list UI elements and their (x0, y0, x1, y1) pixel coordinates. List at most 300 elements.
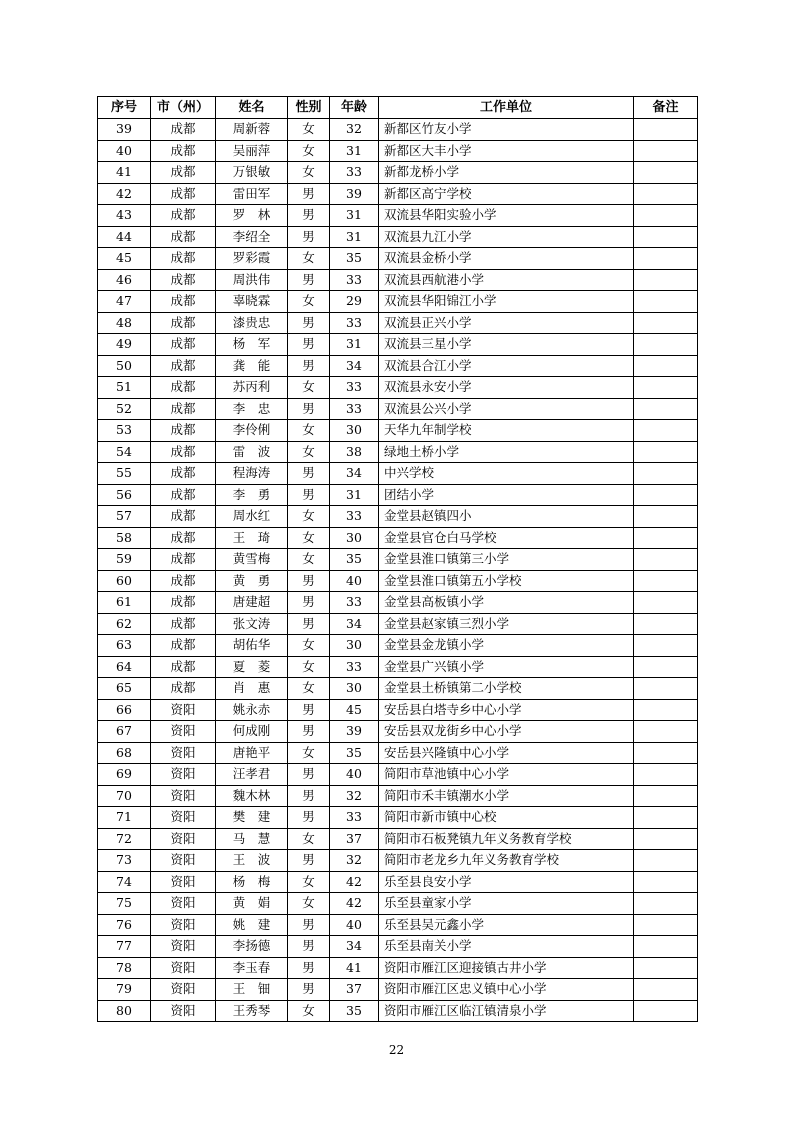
cell-unit: 新都龙桥小学 (379, 162, 634, 184)
cell-city: 成都 (151, 140, 216, 162)
cell-city: 成都 (151, 592, 216, 614)
cell-note (634, 957, 698, 979)
cell-gender: 男 (288, 570, 330, 592)
cell-no: 77 (98, 936, 151, 958)
cell-gender: 男 (288, 979, 330, 1001)
cell-no: 56 (98, 484, 151, 506)
cell-age: 35 (330, 742, 379, 764)
cell-note (634, 635, 698, 657)
cell-note (634, 721, 698, 743)
cell-age: 38 (330, 441, 379, 463)
table-row (98, 785, 698, 807)
cell-city: 成都 (151, 334, 216, 356)
cell-note (634, 828, 698, 850)
cell-gender: 男 (288, 226, 330, 248)
cell-name: 王秀琴 (216, 1000, 288, 1022)
table-row (98, 226, 698, 248)
table-row (98, 312, 698, 334)
cell-name: 王 琦 (216, 527, 288, 549)
cell-city: 成都 (151, 226, 216, 248)
header-city: 市（州） (151, 97, 216, 119)
cell-no: 70 (98, 785, 151, 807)
table-row (98, 979, 698, 1001)
cell-gender: 女 (288, 248, 330, 270)
cell-note (634, 291, 698, 313)
cell-no: 72 (98, 828, 151, 850)
cell-name: 杨 军 (216, 334, 288, 356)
cell-city: 成都 (151, 441, 216, 463)
cell-no: 61 (98, 592, 151, 614)
cell-name: 樊 建 (216, 807, 288, 829)
cell-gender: 男 (288, 269, 330, 291)
cell-note (634, 463, 698, 485)
cell-age: 33 (330, 506, 379, 528)
cell-age: 33 (330, 377, 379, 399)
cell-city: 资阳 (151, 699, 216, 721)
cell-city: 成都 (151, 269, 216, 291)
cell-gender: 女 (288, 1000, 330, 1022)
cell-note (634, 355, 698, 377)
cell-note (634, 699, 698, 721)
cell-age: 40 (330, 764, 379, 786)
cell-city: 成都 (151, 420, 216, 442)
cell-gender: 男 (288, 807, 330, 829)
cell-age: 32 (330, 850, 379, 872)
cell-city: 成都 (151, 570, 216, 592)
cell-gender: 男 (288, 613, 330, 635)
cell-gender: 女 (288, 678, 330, 700)
cell-age: 35 (330, 549, 379, 571)
cell-gender: 男 (288, 183, 330, 205)
cell-gender: 女 (288, 893, 330, 915)
cell-unit: 双流县合江小学 (379, 355, 634, 377)
cell-city: 成都 (151, 312, 216, 334)
cell-name: 罗 林 (216, 205, 288, 227)
cell-unit: 安岳县白塔寺乡中心小学 (379, 699, 634, 721)
cell-age: 30 (330, 678, 379, 700)
cell-city: 成都 (151, 377, 216, 399)
cell-age: 31 (330, 484, 379, 506)
table-row (98, 828, 698, 850)
cell-age: 30 (330, 635, 379, 657)
table-row (98, 721, 698, 743)
cell-no: 39 (98, 119, 151, 141)
table-row (98, 893, 698, 915)
header-name: 姓名 (216, 97, 288, 119)
cell-city: 成都 (151, 398, 216, 420)
cell-note (634, 893, 698, 915)
cell-unit: 绿地土桥小学 (379, 441, 634, 463)
cell-note (634, 334, 698, 356)
cell-note (634, 441, 698, 463)
cell-note (634, 613, 698, 635)
cell-gender: 女 (288, 656, 330, 678)
table-row (98, 119, 698, 141)
cell-unit: 双流县正兴小学 (379, 312, 634, 334)
cell-name: 姚永赤 (216, 699, 288, 721)
cell-age: 31 (330, 334, 379, 356)
cell-note (634, 570, 698, 592)
cell-city: 成都 (151, 248, 216, 270)
cell-age: 42 (330, 871, 379, 893)
cell-no: 76 (98, 914, 151, 936)
cell-unit: 金堂县淮口镇第三小学 (379, 549, 634, 571)
cell-unit: 新都区竹友小学 (379, 119, 634, 141)
table-row (98, 699, 698, 721)
table-row (98, 656, 698, 678)
cell-name: 李 忠 (216, 398, 288, 420)
cell-gender: 女 (288, 119, 330, 141)
cell-no: 49 (98, 334, 151, 356)
cell-no: 75 (98, 893, 151, 915)
cell-no: 73 (98, 850, 151, 872)
cell-name: 龚 能 (216, 355, 288, 377)
cell-city: 资阳 (151, 893, 216, 915)
table-row (98, 269, 698, 291)
cell-name: 汪孝君 (216, 764, 288, 786)
cell-no: 79 (98, 979, 151, 1001)
cell-note (634, 871, 698, 893)
cell-name: 苏丙利 (216, 377, 288, 399)
cell-gender: 男 (288, 484, 330, 506)
cell-age: 32 (330, 785, 379, 807)
cell-city: 成都 (151, 656, 216, 678)
cell-note (634, 807, 698, 829)
table-row (98, 936, 698, 958)
cell-age: 31 (330, 205, 379, 227)
cell-city: 成都 (151, 119, 216, 141)
cell-gender: 女 (288, 527, 330, 549)
table-row (98, 377, 698, 399)
cell-name: 漆贵忠 (216, 312, 288, 334)
cell-no: 54 (98, 441, 151, 463)
cell-age: 33 (330, 592, 379, 614)
cell-unit: 双流县永安小学 (379, 377, 634, 399)
cell-note (634, 140, 698, 162)
cell-age: 40 (330, 570, 379, 592)
table-body (98, 119, 698, 1022)
cell-no: 41 (98, 162, 151, 184)
cell-note (634, 312, 698, 334)
cell-note (634, 914, 698, 936)
cell-note (634, 785, 698, 807)
cell-name: 李 勇 (216, 484, 288, 506)
cell-name: 万银敏 (216, 162, 288, 184)
cell-no: 55 (98, 463, 151, 485)
cell-unit: 金堂县官仓白马学校 (379, 527, 634, 549)
cell-gender: 女 (288, 549, 330, 571)
cell-age: 31 (330, 226, 379, 248)
table-row (98, 764, 698, 786)
cell-age: 29 (330, 291, 379, 313)
cell-name: 李扬德 (216, 936, 288, 958)
cell-note (634, 506, 698, 528)
table-row (98, 570, 698, 592)
cell-name: 雷田军 (216, 183, 288, 205)
cell-age: 37 (330, 979, 379, 1001)
cell-name: 黄 勇 (216, 570, 288, 592)
cell-unit: 资阳市雁江区临江镇清泉小学 (379, 1000, 634, 1022)
cell-unit: 乐至县童家小学 (379, 893, 634, 915)
page-number: 22 (388, 1043, 405, 1057)
table-row (98, 398, 698, 420)
cell-city: 成都 (151, 463, 216, 485)
cell-age: 35 (330, 248, 379, 270)
cell-age: 33 (330, 807, 379, 829)
cell-no: 67 (98, 721, 151, 743)
cell-no: 46 (98, 269, 151, 291)
cell-no: 78 (98, 957, 151, 979)
cell-no: 60 (98, 570, 151, 592)
cell-gender: 女 (288, 162, 330, 184)
cell-unit: 金堂县金龙镇小学 (379, 635, 634, 657)
cell-city: 资阳 (151, 871, 216, 893)
cell-name: 李玉春 (216, 957, 288, 979)
cell-unit: 金堂县土桥镇第二小学校 (379, 678, 634, 700)
cell-name: 周洪伟 (216, 269, 288, 291)
cell-unit: 双流县三星小学 (379, 334, 634, 356)
cell-unit: 资阳市雁江区忠义镇中心小学 (379, 979, 634, 1001)
cell-city: 成都 (151, 613, 216, 635)
cell-age: 39 (330, 183, 379, 205)
cell-name: 辜晓霖 (216, 291, 288, 313)
cell-note (634, 248, 698, 270)
cell-no: 66 (98, 699, 151, 721)
cell-age: 33 (330, 312, 379, 334)
cell-name: 吴丽萍 (216, 140, 288, 162)
cell-age: 34 (330, 463, 379, 485)
cell-note (634, 592, 698, 614)
cell-name: 王 钿 (216, 979, 288, 1001)
cell-no: 40 (98, 140, 151, 162)
table-row (98, 484, 698, 506)
cell-city: 资阳 (151, 914, 216, 936)
table-row (98, 291, 698, 313)
cell-no: 44 (98, 226, 151, 248)
cell-gender: 女 (288, 420, 330, 442)
cell-age: 39 (330, 721, 379, 743)
cell-name: 罗彩霞 (216, 248, 288, 270)
table-row (98, 613, 698, 635)
cell-no: 68 (98, 742, 151, 764)
cell-gender: 男 (288, 463, 330, 485)
cell-city: 成都 (151, 205, 216, 227)
table-row (98, 162, 698, 184)
cell-name: 胡佑华 (216, 635, 288, 657)
cell-note (634, 1000, 698, 1022)
cell-unit: 简阳市老龙乡九年义务教育学校 (379, 850, 634, 872)
cell-age: 30 (330, 420, 379, 442)
cell-name: 雷 波 (216, 441, 288, 463)
header-no: 序号 (98, 97, 151, 119)
cell-name: 黄 娟 (216, 893, 288, 915)
cell-no: 53 (98, 420, 151, 442)
cell-name: 李绍全 (216, 226, 288, 248)
cell-age: 32 (330, 119, 379, 141)
table-row (98, 248, 698, 270)
header-age: 年龄 (330, 97, 379, 119)
cell-unit: 中兴学校 (379, 463, 634, 485)
cell-gender: 女 (288, 441, 330, 463)
cell-name: 姚 建 (216, 914, 288, 936)
cell-note (634, 183, 698, 205)
header-gender: 性别 (288, 97, 330, 119)
cell-note (634, 420, 698, 442)
cell-unit: 简阳市禾丰镇潮水小学 (379, 785, 634, 807)
cell-unit: 安岳县兴隆镇中心小学 (379, 742, 634, 764)
cell-city: 成都 (151, 162, 216, 184)
cell-name: 王 波 (216, 850, 288, 872)
cell-note (634, 484, 698, 506)
cell-name: 周新蓉 (216, 119, 288, 141)
table-row (98, 592, 698, 614)
cell-age: 42 (330, 893, 379, 915)
cell-gender: 男 (288, 205, 330, 227)
cell-gender: 男 (288, 355, 330, 377)
cell-age: 34 (330, 936, 379, 958)
cell-city: 资阳 (151, 957, 216, 979)
cell-age: 35 (330, 1000, 379, 1022)
cell-city: 资阳 (151, 807, 216, 829)
cell-note (634, 979, 698, 1001)
cell-gender: 男 (288, 957, 330, 979)
cell-gender: 女 (288, 871, 330, 893)
cell-name: 马 慧 (216, 828, 288, 850)
cell-gender: 男 (288, 699, 330, 721)
cell-name: 黄雪梅 (216, 549, 288, 571)
cell-age: 34 (330, 355, 379, 377)
cell-no: 57 (98, 506, 151, 528)
table-row (98, 527, 698, 549)
header-unit: 工作单位 (379, 97, 634, 119)
cell-age: 37 (330, 828, 379, 850)
cell-age: 45 (330, 699, 379, 721)
cell-note (634, 398, 698, 420)
header-row (98, 97, 698, 119)
cell-unit: 金堂县广兴镇小学 (379, 656, 634, 678)
cell-unit: 双流县九江小学 (379, 226, 634, 248)
cell-name: 张文涛 (216, 613, 288, 635)
cell-unit: 金堂县淮口镇第五小学校 (379, 570, 634, 592)
cell-note (634, 936, 698, 958)
cell-unit: 双流县公兴小学 (379, 398, 634, 420)
cell-name: 周水红 (216, 506, 288, 528)
cell-note (634, 205, 698, 227)
cell-gender: 男 (288, 721, 330, 743)
cell-city: 成都 (151, 549, 216, 571)
cell-no: 63 (98, 635, 151, 657)
cell-note (634, 742, 698, 764)
cell-no: 62 (98, 613, 151, 635)
cell-no: 43 (98, 205, 151, 227)
table-row (98, 441, 698, 463)
cell-gender: 男 (288, 785, 330, 807)
cell-unit: 金堂县高板镇小学 (379, 592, 634, 614)
cell-city: 资阳 (151, 1000, 216, 1022)
table-row (98, 463, 698, 485)
cell-gender: 男 (288, 592, 330, 614)
cell-name: 唐建超 (216, 592, 288, 614)
cell-note (634, 269, 698, 291)
cell-no: 65 (98, 678, 151, 700)
cell-city: 资阳 (151, 936, 216, 958)
cell-city: 成都 (151, 484, 216, 506)
cell-unit: 乐至县吴元鑫小学 (379, 914, 634, 936)
cell-gender: 男 (288, 312, 330, 334)
cell-gender: 男 (288, 850, 330, 872)
cell-unit: 资阳市雁江区迎接镇古井小学 (379, 957, 634, 979)
cell-age: 33 (330, 398, 379, 420)
table-row (98, 506, 698, 528)
table-row (98, 140, 698, 162)
cell-name: 杨 梅 (216, 871, 288, 893)
cell-note (634, 764, 698, 786)
cell-note (634, 678, 698, 700)
cell-gender: 女 (288, 291, 330, 313)
table-row (98, 807, 698, 829)
table-row (98, 742, 698, 764)
cell-gender: 女 (288, 635, 330, 657)
cell-name: 魏木林 (216, 785, 288, 807)
cell-no: 74 (98, 871, 151, 893)
table-row (98, 1000, 698, 1022)
cell-no: 80 (98, 1000, 151, 1022)
cell-unit: 双流县华阳锦江小学 (379, 291, 634, 313)
cell-gender: 男 (288, 764, 330, 786)
cell-no: 48 (98, 312, 151, 334)
cell-unit: 金堂县赵镇四小 (379, 506, 634, 528)
cell-gender: 女 (288, 742, 330, 764)
cell-age: 33 (330, 269, 379, 291)
cell-age: 40 (330, 914, 379, 936)
cell-note (634, 119, 698, 141)
cell-gender: 男 (288, 398, 330, 420)
cell-city: 资阳 (151, 979, 216, 1001)
cell-city: 成都 (151, 183, 216, 205)
cell-city: 成都 (151, 506, 216, 528)
cell-no: 42 (98, 183, 151, 205)
cell-age: 31 (330, 140, 379, 162)
cell-unit: 团结小学 (379, 484, 634, 506)
cell-city: 资阳 (151, 850, 216, 872)
table-row (98, 205, 698, 227)
cell-note (634, 656, 698, 678)
table-row (98, 871, 698, 893)
cell-city: 成都 (151, 355, 216, 377)
cell-unit: 双流县华阳实验小学 (379, 205, 634, 227)
cell-unit: 双流县西航港小学 (379, 269, 634, 291)
cell-note (634, 162, 698, 184)
cell-city: 资阳 (151, 764, 216, 786)
table-row (98, 850, 698, 872)
cell-name: 程海涛 (216, 463, 288, 485)
table-row (98, 183, 698, 205)
cell-gender: 男 (288, 936, 330, 958)
cell-city: 成都 (151, 291, 216, 313)
cell-unit: 金堂县赵家镇三烈小学 (379, 613, 634, 635)
cell-city: 成都 (151, 527, 216, 549)
table-row (98, 635, 698, 657)
table-row (98, 914, 698, 936)
cell-age: 41 (330, 957, 379, 979)
header-note: 备注 (634, 97, 698, 119)
cell-no: 51 (98, 377, 151, 399)
cell-unit: 双流县金桥小学 (379, 248, 634, 270)
cell-age: 34 (330, 613, 379, 635)
cell-gender: 女 (288, 377, 330, 399)
cell-city: 资阳 (151, 785, 216, 807)
cell-unit: 简阳市新市镇中心校 (379, 807, 634, 829)
